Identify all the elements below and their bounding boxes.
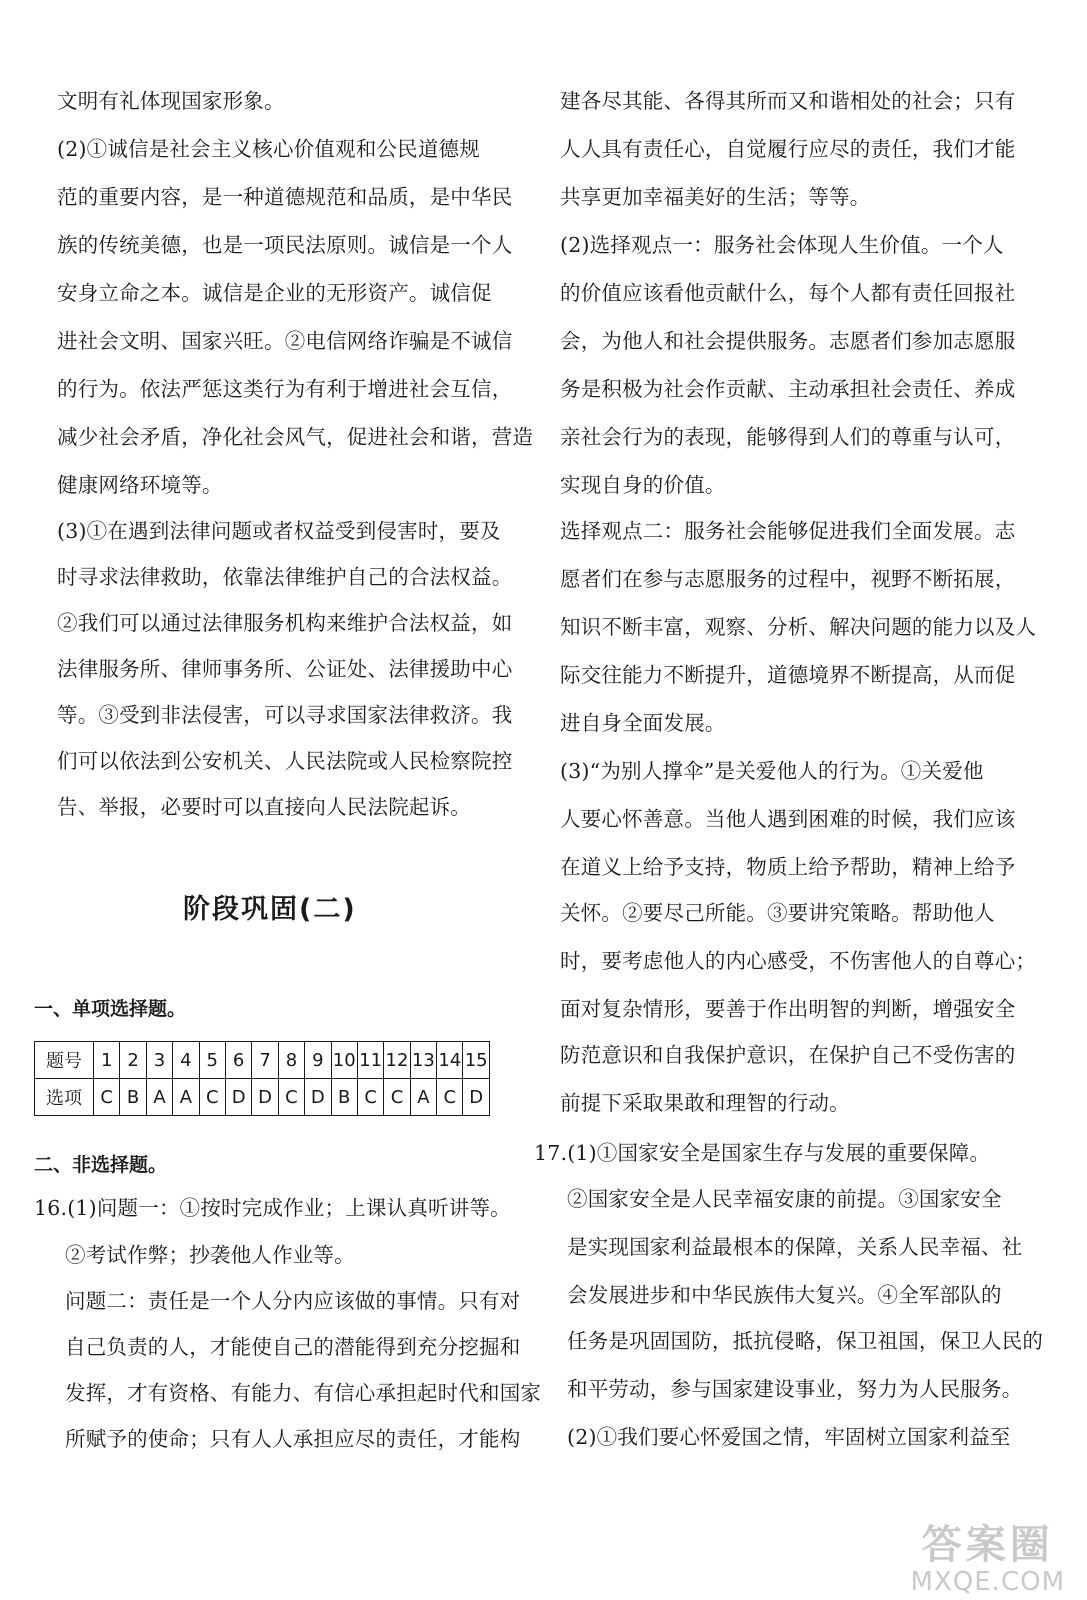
question-number: 12 xyxy=(384,1042,410,1079)
text-line: 健康网络环境等。 xyxy=(57,473,223,497)
text-line: 际交往能力不断提升，道德境界不断提高，从而促 xyxy=(560,663,1016,687)
answer-option: C xyxy=(199,1079,225,1116)
answer-option: C xyxy=(278,1079,304,1116)
text-line: 前提下采取果敢和理智的行动。 xyxy=(560,1091,850,1115)
text-line: ②我们可以通过法律服务机构来维护合法权益，如 xyxy=(57,611,513,635)
answer-option: A xyxy=(146,1079,172,1116)
answer-option: A xyxy=(410,1079,436,1116)
answer-option: C xyxy=(437,1079,463,1116)
text-line: 减少社会矛盾，净化社会风气，促进社会和谐，营造 xyxy=(57,425,534,449)
text-line: 务是积极为社会作贡献、主动承担社会责任、养成 xyxy=(560,377,1016,401)
question-number: 6 xyxy=(225,1042,251,1079)
answer-option: D xyxy=(225,1079,251,1116)
text-line: 和平劳动，参与国家建设事业，努力为人民服务。 xyxy=(567,1377,1023,1401)
question-number: 11 xyxy=(357,1042,383,1079)
text-line: 知识不断丰富，观察、分析、解决问题的能力以及人 xyxy=(560,615,1037,639)
text-line: (3)“为别人撑伞”是关爱他人的行为。①关爱他 xyxy=(560,759,984,783)
answer-table-number-row xyxy=(35,1042,490,1079)
text-line: 是实现国家利益最根本的保障，关系人民幸福、社 xyxy=(567,1235,1023,1259)
question-number: 10 xyxy=(331,1042,357,1079)
question-number: 7 xyxy=(252,1042,278,1079)
question-number: 8 xyxy=(278,1042,304,1079)
text-line: 会，为他人和社会提供服务。志愿者们参加志愿服 xyxy=(560,329,1016,353)
text-line: 亲社会行为的表现，能够得到人们的尊重与认可， xyxy=(560,425,1016,449)
answer-option: D xyxy=(252,1079,278,1116)
text-line: 防范意识和自我保护意识，在保护自己不受伤害的 xyxy=(560,1043,1016,1067)
text-line: 面对复杂情形，要善于作出明智的判断，增强安全 xyxy=(560,997,1016,1021)
question-number: 3 xyxy=(146,1042,172,1079)
text-line: ②考试作弊；抄袭他人作业等。 xyxy=(65,1243,355,1267)
text-line: 文明有礼体现国家形象。 xyxy=(57,89,285,113)
part1-heading: 一、单项选择题。 xyxy=(34,998,187,1020)
text-line: 16.(1)问题一：①按时完成作业；上课认真听讲等。 xyxy=(34,1196,511,1220)
text-line: 共享更加幸福美好的生活；等等。 xyxy=(560,185,871,209)
text-line: 人要心怀善意。当他人遇到困难的时候，我们应该 xyxy=(560,807,1016,831)
question-number: 14 xyxy=(437,1042,463,1079)
text-line: (3)①在遇到法律问题或者权益受到侵害时，要及 xyxy=(57,519,501,543)
text-line: 等。③受到非法侵害，可以寻求国家法律救济。我 xyxy=(57,703,513,727)
text-line: 任务是巩固国防，抵抗侵略，保卫祖国，保卫人民的 xyxy=(567,1329,1044,1353)
question-number: 5 xyxy=(199,1042,225,1079)
text-line: 问题二：责任是一个人分内应该做的事情。只有对 xyxy=(65,1289,521,1313)
answer-option: A xyxy=(173,1079,199,1116)
text-line: 告、举报，必要时可以直接向人民法院起诉。 xyxy=(57,795,471,819)
text-line: 建各尽其能、各得其所而又和谐相处的社会；只有 xyxy=(560,89,1016,113)
answer-option: B xyxy=(120,1079,146,1116)
section-title: 阶段巩固(二) xyxy=(183,894,357,925)
text-line: 17.(1)①国家安全是国家生存与发展的重要保障。 xyxy=(534,1141,991,1165)
text-line: 实现自身的价值。 xyxy=(560,473,726,497)
text-line: 的行为。依法严惩这类行为有利于增进社会互信， xyxy=(57,377,513,401)
text-line: 人人具有责任心，自觉履行应尽的责任，我们才能 xyxy=(560,137,1016,161)
text-line: 时，要考虑他人的内心感受，不伤害他人的自尊心； xyxy=(560,949,1037,973)
text-line: 法律服务所、律师事务所、公证处、法律援助中心 xyxy=(57,657,513,681)
answer-table-option-row xyxy=(35,1079,490,1116)
text-line: 进自身全面发展。 xyxy=(560,711,726,735)
watermark-logo xyxy=(911,1522,1065,1596)
answer-option: D xyxy=(463,1079,489,1116)
text-line: 自己负责的人，才能使自己的潜能得到充分挖掘和 xyxy=(65,1335,521,1359)
text-line: 关怀。②要尽己所能。③要讲究策略。帮助他人 xyxy=(560,901,995,925)
answer-table xyxy=(34,1041,490,1116)
text-line: 族的传统美德，也是一项民法原则。诚信是一个人 xyxy=(57,233,513,257)
text-line: (2)选择观点一：服务社会体现人生价值。一个人 xyxy=(560,233,1004,257)
question-number: 1 xyxy=(94,1042,120,1079)
watermark-text: 答案圈 xyxy=(921,1522,1054,1568)
answer-option: B xyxy=(331,1079,357,1116)
text-line: 在道义上给予支持，物质上给予帮助，精神上给予 xyxy=(560,855,1016,879)
table-header-number: 题号 xyxy=(35,1042,94,1079)
text-line: 时寻求法律救助，依靠法律维护自己的合法权益。 xyxy=(57,565,513,589)
text-line: 们可以依法到公安机关、人民法院或人民检察院控 xyxy=(57,749,513,773)
question-number: 4 xyxy=(173,1042,199,1079)
watermark-url: MXQE.COM xyxy=(910,1567,1065,1597)
text-line: 范的重要内容，是一种道德规范和品质，是中华民 xyxy=(57,185,513,209)
question-number: 15 xyxy=(463,1042,489,1079)
answer-option: D xyxy=(305,1079,331,1116)
question-number: 9 xyxy=(305,1042,331,1079)
text-line: 发挥，才有资格、有能力、有信心承担起时代和国家 xyxy=(65,1381,542,1405)
text-line: 所赋予的使命；只有人人承担应尽的责任，才能构 xyxy=(65,1427,521,1451)
question-number: 13 xyxy=(410,1042,436,1079)
question-number: 2 xyxy=(120,1042,146,1079)
part2-heading: 二、非选择题。 xyxy=(34,1154,168,1176)
text-line: 愿者们在参与志愿服务的过程中，视野不断拓展， xyxy=(560,567,1016,591)
text-line: 安身立命之本。诚信是企业的无形资产。诚信促 xyxy=(57,281,492,305)
text-line: 会发展进步和中华民族伟大复兴。④全军部队的 xyxy=(567,1283,1002,1307)
text-line: ②国家安全是人民幸福安康的前提。③国家安全 xyxy=(567,1187,1002,1211)
text-line: 选择观点二：服务社会能够促进我们全面发展。志 xyxy=(560,519,1016,543)
text-line: 的价值应该看他贡献什么，每个人都有责任回报社 xyxy=(560,281,1016,305)
answer-option: C xyxy=(384,1079,410,1116)
text-line: (2)①诚信是社会主义核心价值观和公民道德规 xyxy=(57,137,480,161)
text-line: (2)①我们要心怀爱国之情，牢固树立国家利益至 xyxy=(567,1425,1011,1449)
table-header-option: 选项 xyxy=(35,1079,94,1116)
answer-option: C xyxy=(357,1079,383,1116)
text-line: 进社会文明、国家兴旺。②电信网络诈骗是不诚信 xyxy=(57,329,513,353)
answer-option: C xyxy=(94,1079,120,1116)
